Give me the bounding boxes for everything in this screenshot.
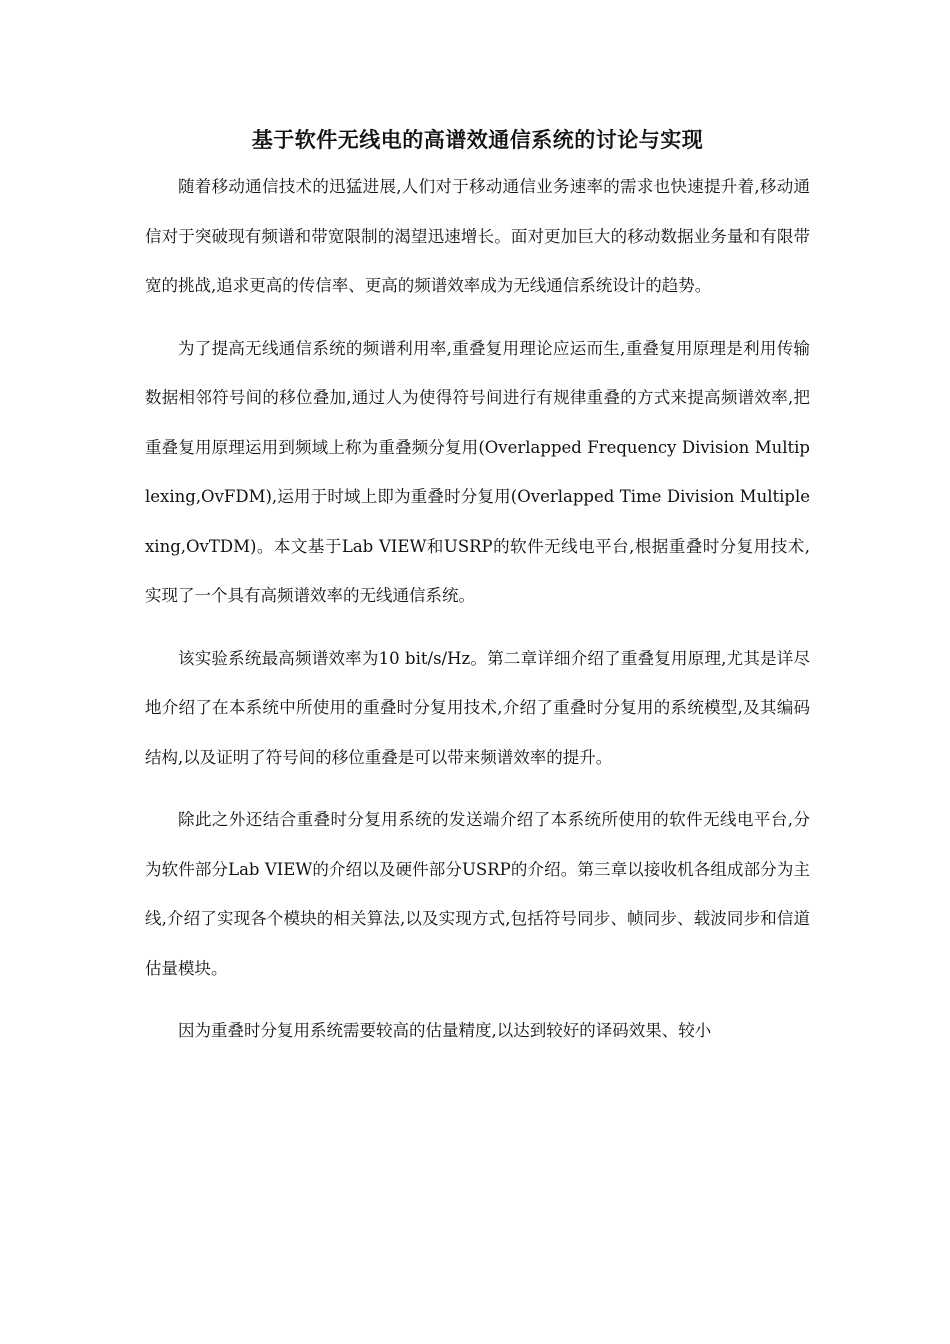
paragraph-4: 除此之外还结合重叠时分复用系统的发送端介绍了本系统所使用的软件无线电平台,分为软件部分Lab VIEW的介绍以及硬件部分USRP的介绍。第三章以接收机各组成部分为主线,介绍了实现各个模块的相关算法,以及实现方式,包括符号同步、帧同步、载波同步和信道估量模块。 (145, 810, 810, 978)
document-title: 基于软件无线电的高谱效通信系统的讨论与实现 (251, 127, 704, 152)
paragraph-5: 因为重叠时分复用系统需要较高的估量精度,以达到较好的译码效果、较小 (178, 1021, 712, 1040)
paragraph-2: 为了提高无线通信系统的频谱利用率,重叠复用理论应运而生,重叠复用原理是利用传输数据相邻符号间的移位叠加,通过人为使得符号间进行有规律重叠的方式来提高频谱效率,把重叠复用原理运用到频域上称为重叠频分复用(Overlapped Frequency Division Multiplexing,OvFDM),运用于时域上即为重叠时分复用(Overlapped Time Division Multiplexing,OvTDM)。本文基于Lab VIEW和USRP的软件无线电平台,根据重叠时分复用技术,实现了一个具有高频谱效率的无线通信系统。 (145, 338, 810, 605)
paragraph-3: 该实验系统最高频谱效率为10 bit/s/Hz。第二章详细介绍了重叠复用原理,尤其是详尽地介绍了在本系统中所使用的重叠时分复用技术,介绍了重叠时分复用的系统模型,及其编码结构,以及证明了符号间的移位重叠是可以带来频谱效率的提升。 (145, 648, 810, 767)
paragraph-1: 随着移动通信技术的迅猛进展,人们对于移动通信业务速率的需求也快速提升着,移动通信对于突破现有频谱和带宽限制的渴望迅速增长。面对更加巨大的移动数据业务量和有限带宽的挑战,追求更高的传信率、更高的频谱效率成为无线通信系统设计的趋势。 (145, 177, 810, 295)
